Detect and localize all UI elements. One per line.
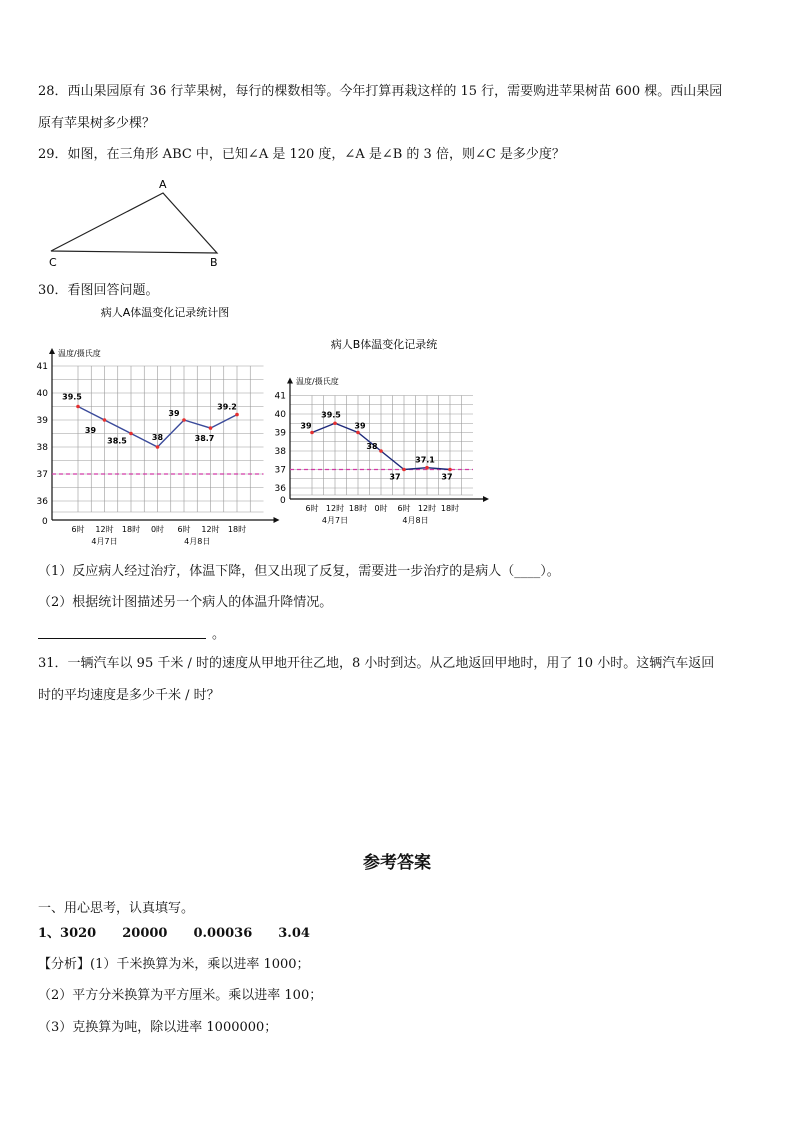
y-tick-label: 37 — [36, 470, 48, 480]
date-label: 4月8日 — [402, 516, 429, 525]
q28-line2: 原有苹果树多少棵？ — [38, 116, 156, 131]
q31-line2: 时的平均速度是多少千米 / 时？ — [38, 688, 220, 703]
chart-title: 病人A体温变化记录统计图 — [100, 306, 230, 319]
date-label: 4月7日 — [321, 516, 349, 525]
answer-blank-line — [38, 638, 206, 639]
answers-title: 参考答案 — [363, 853, 431, 873]
data-point — [76, 405, 80, 409]
data-label: 37.1 — [415, 455, 435, 465]
data-label: 38 — [366, 442, 378, 451]
x-tick-label: 6时 — [305, 504, 319, 513]
data-label: 38.7 — [194, 434, 215, 444]
y-tick-label: 36 — [36, 497, 48, 507]
data-point — [333, 421, 337, 425]
x-tick-label: 6时 — [397, 504, 411, 513]
y-axis-label: 温度/摄氏度 — [58, 349, 101, 358]
x-tick-label: 12时 — [95, 525, 114, 534]
date-label: 4月8日 — [184, 537, 211, 546]
x-tick-label: 12时 — [201, 525, 220, 534]
y-tick-label: 36 — [274, 484, 286, 494]
data-point — [182, 418, 186, 422]
data-point — [103, 418, 107, 422]
data-label: 38.5 — [107, 436, 127, 446]
x-tick-label: 18时 — [121, 525, 141, 534]
data-label: 39.5 — [62, 392, 82, 402]
y-tick-label: 39 — [274, 428, 286, 439]
x-tick-label: 18时 — [227, 525, 247, 534]
data-label: 39 — [300, 421, 312, 431]
data-point — [156, 445, 160, 449]
y-tick-label: 41 — [274, 391, 286, 402]
analysis-3: （3）克换算为吨，除以进率 1000000； — [38, 1020, 278, 1035]
analysis-2: （2）平方分米换算为平方厘米。乘以进率 100； — [38, 988, 323, 1003]
answer-1: 1、3020 20000 0.00036 3.04 — [38, 926, 310, 941]
data-point — [356, 431, 360, 435]
x-tick-label: 18时 — [440, 504, 460, 513]
data-point — [235, 413, 239, 417]
data-label: 39.5 — [321, 410, 341, 420]
q28-line1: 28．西山果园原有 36 行苹果树，每行的棵数相等。今年打算再栽这样的 15 行，需要购进苹果树苗 600 棵。西山果园 — [38, 84, 723, 99]
data-point — [448, 468, 452, 472]
x-tick-label: 6时 — [177, 525, 191, 534]
origin-label: 0 — [280, 496, 286, 506]
vertex-label-c: C — [49, 256, 57, 269]
analysis-1: 【分析】(1）千米换算为米，乘以进率 1000； — [38, 957, 310, 972]
date-label: 4月7日 — [91, 537, 118, 546]
x-tick-label: 12时 — [325, 504, 345, 513]
y-axis-arrow — [49, 348, 55, 354]
vertex-label-b: B — [210, 256, 218, 269]
chart-title: 病人B体温变化记录统 — [330, 338, 438, 351]
q29-text: 29．如图，在三角形 ABC 中，已知∠A 是 120 度，∠A 是∠B 的 3 倍，则∠C 是多少度？ — [38, 147, 565, 162]
data-point — [425, 466, 429, 470]
x-tick-label: 6时 — [71, 525, 85, 534]
data-point — [209, 426, 213, 430]
data-label: 37 — [441, 472, 453, 482]
x-tick-label: 0时 — [374, 504, 388, 513]
chart-patient-b — [272, 332, 512, 552]
y-tick-label: 37 — [274, 465, 286, 476]
x-tick-label: 18时 — [348, 504, 368, 513]
answers-section: 一、用心思考，认真填写。 — [38, 901, 195, 916]
data-point — [310, 431, 314, 435]
q30-part2: （2）根据统计图描述另一个病人的体温升降情况。 — [38, 595, 333, 610]
y-tick-label: 40 — [36, 389, 48, 399]
x-tick-label: 0时 — [150, 525, 165, 534]
origin-label: 0 — [42, 517, 48, 527]
q30-text: 30．看图回答问题。 — [38, 283, 159, 298]
y-tick-label: 38 — [274, 447, 286, 457]
data-label: 37 — [389, 472, 401, 482]
x-tick-label: 12时 — [417, 504, 437, 513]
answer-blank-end: 。 — [212, 627, 226, 642]
y-axis-label: 温度/摄氏度 — [296, 377, 339, 386]
y-tick-label: 38 — [36, 443, 48, 453]
data-label: 39.2 — [217, 402, 237, 412]
vertex-label-a: A — [159, 178, 167, 191]
q31-line1: 31．一辆汽车以 95 千米 / 时的速度从甲地开往乙地，8 小时到达。从乙地返回甲地时，用了 10 小时。这辆汽车返回 — [38, 656, 715, 671]
data-label: 39 — [84, 426, 97, 435]
data-label: 39 — [168, 409, 180, 418]
data-point — [129, 432, 133, 436]
y-tick-label: 41 — [36, 362, 48, 372]
data-label: 39 — [354, 421, 366, 431]
q30-part1: （1）反应病人经过治疗，体温下降，但又出现了反复，需要进一步治疗的是病人（____）。 — [38, 564, 560, 579]
x-axis-arrow — [483, 496, 489, 502]
data-label: 38 — [151, 433, 164, 442]
y-tick-label: 39 — [36, 416, 48, 426]
y-axis-arrow — [287, 378, 293, 384]
data-point — [379, 449, 383, 453]
data-point — [402, 468, 406, 472]
y-tick-label: 40 — [274, 410, 286, 420]
